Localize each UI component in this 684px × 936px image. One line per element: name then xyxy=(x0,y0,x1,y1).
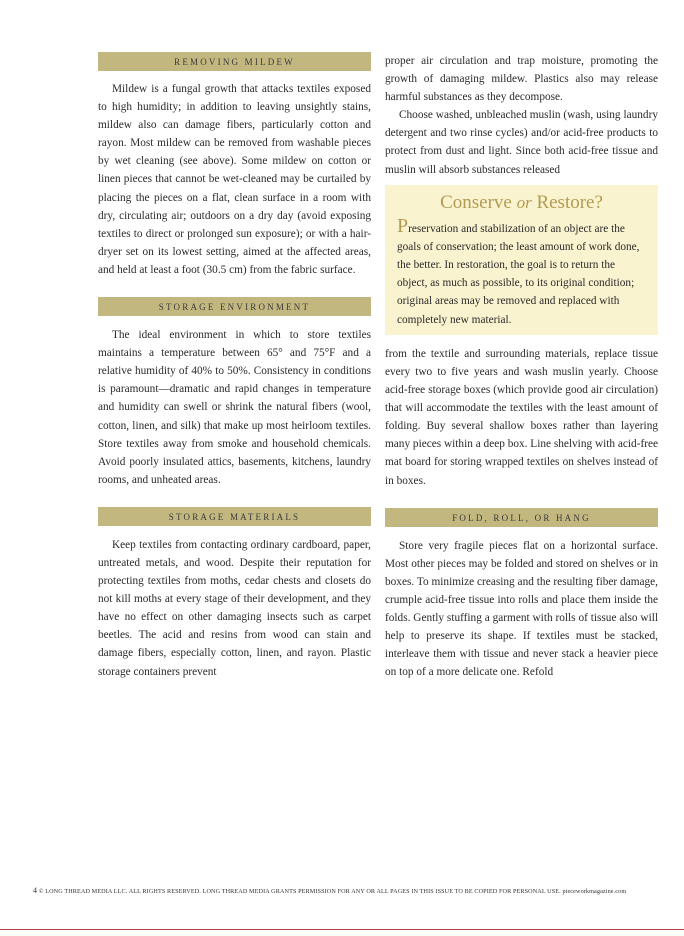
callout-body xyxy=(397,214,646,329)
section-heading-fold-roll-hang: FOLD, ROLL, OR HANG xyxy=(385,508,658,527)
callout-title xyxy=(397,191,646,215)
footer-rule xyxy=(0,929,684,930)
section-heading-storage-environment: STORAGE ENVIRONMENT xyxy=(98,297,371,316)
body-text-muslin: Choose washed, unbleached muslin (wash, using laundry detergent and two rinse cycles) and/or acid-free products to protect from dust and light. Since both acid-free tissue and muslin will absorb substances released xyxy=(385,109,658,176)
section-heading-removing-mildew: REMOVING MILDEW xyxy=(98,52,371,71)
callout-body-text: reservation and stabilization of an object are the goals of conservation; the least amount of work done, the better. In restoration, the goal is to return the object, as much as possible, to its original condition; original areas may be removed and replaced with completely new material. xyxy=(397,222,640,326)
callout-title-conserve: Conserve xyxy=(440,191,512,213)
sidebar-callout xyxy=(385,185,658,335)
page-number: 4 xyxy=(33,886,38,895)
callout-title-restore: Restore? xyxy=(536,191,603,213)
right-column xyxy=(385,52,658,681)
body-text-storage-materials: Keep textiles from contacting ordinary cardboard, paper, untreated metals, and wood. Despite their reputation for protecting textiles from moths, cedar chests and closets do not kill moths at every stage of their development, and they have no effect on other damaging insects such as carpet beetles. The acid and resins from wood can stain and damage fibers, especially cotton, linen, and rayon. Plastic storage containers prevent xyxy=(98,538,371,678)
body-text-fold-roll-hang: Store very fragile pieces flat on a horizontal surface. Most other pieces may be folded and stored on shelves or in boxes. To minimize creasing and the resulting fiber damage, crumple acid-free tissue into rolls and place them inside the folds. Gently stuffing a garment with rolls of tissue also will help to preserve its shape. If textiles must be stacked, interleave them with tissue and never stack a heavier piece on top of a more delicate one. Refold xyxy=(385,539,658,679)
left-column xyxy=(98,52,371,681)
footer-website: pieceworkmagazine.com xyxy=(562,888,627,895)
copyright-notice: © LONG THREAD MEDIA LLC. ALL RIGHTS RESERVED. LONG THREAD MEDIA GRANTS PERMISSION FOR ANY OR ALL PAGES IN THIS ISSUE TO BE COPIED FOR PERSONAL USE. xyxy=(38,888,561,895)
section-heading-storage-materials: STORAGE MATERIALS xyxy=(98,507,371,526)
body-text-removing-mildew: Mildew is a fungal growth that attacks textiles exposed to high humidity; in addition to leaving unsightly stains, mildew also can damage fibers, particularly cotton and rayon. Most mildew can be removed from washable pieces by wet cleaning (see above). Some mildew on cotton or linen pieces that cannot be wet-cleaned may be curtailed by placing the pieces on a flat, clean surface in a room with dry, circulating air; outdoors on a dry day (avoid exposing textiles to direct or prolonged sun exposure); or with a hair-dryer set on its lowest setting, aimed at the affected areas, and held at least a foot (30.5 cm) from the fabric surface. xyxy=(98,83,371,276)
page-footer xyxy=(33,886,673,895)
drop-cap: P xyxy=(397,214,409,237)
body-text-storage-environment: The ideal environment in which to store textiles maintains a temperature between 65° and 75°F and a relative humidity of 40% to 50%. Consistency in conditions is paramount—dramatic and rapid changes in temperature and humidity can swell or shrink the natural fibers (wool, cotton, linen, and silk) that make up most heirloom textiles. Store textiles away from smoke and household chemicals. Avoid poorly insulated attics, basements, kitchens, laundry rooms, and unheated areas. xyxy=(98,329,371,486)
callout-title-or: or xyxy=(516,192,532,212)
body-text-storage-continued: from the textile and surrounding materials, replace tissue every two to five years and wash muslin yearly. Choose acid-free storage boxes (which provide good air circulation) that will accommodate the textiles with the least amount of folding. Buy several shallow boxes rather than layering many pieces within a deep box. Line shelving with acid-free mat board for storing wrapped textiles on shelves instead of in boxes. xyxy=(385,347,658,487)
body-text-continued: proper air circulation and trap moisture, promoting the growth of damaging mildew. Plastics also may release harmful substances as they decompose. xyxy=(385,55,658,104)
